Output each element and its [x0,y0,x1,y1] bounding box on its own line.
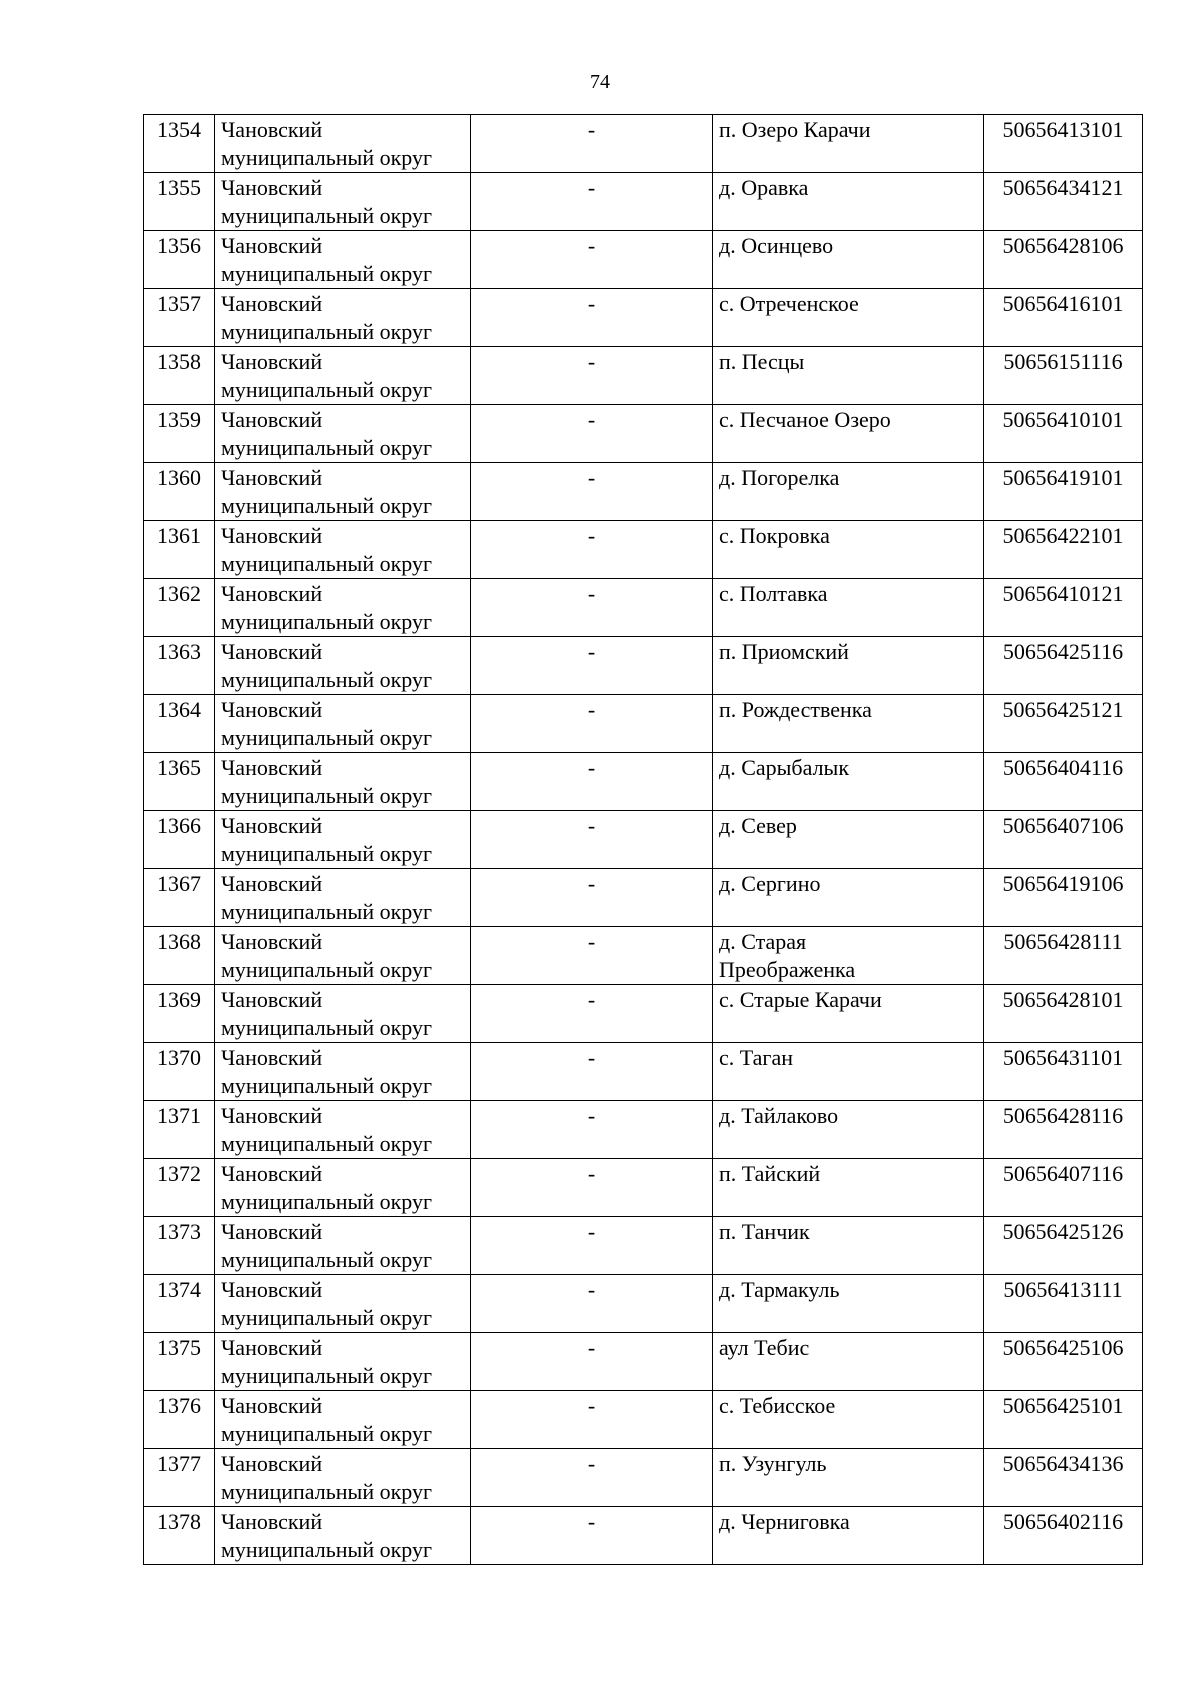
dash-cell: - [471,869,713,927]
oktmo-code: 50656428111 [984,927,1143,985]
settlement-name: с. Отреченское [713,289,984,347]
table-row [144,1507,1143,1565]
district-name: Чановский [221,755,323,780]
table-row [144,173,1143,231]
row-number: 1358 [144,347,215,405]
table-row [144,869,1143,927]
table-row [144,1101,1143,1159]
row-number: 1375 [144,1333,215,1391]
dash-cell: - [471,1333,713,1391]
dash-cell: - [471,811,713,869]
district-type: муниципальный округ [221,1131,433,1156]
oktmo-code: 50656413101 [984,115,1143,173]
page-number: 74 [590,71,610,93]
district-name: Чановский [221,1509,323,1534]
row-number: 1363 [144,637,215,695]
district-type: муниципальный округ [221,667,433,692]
settlement-name: с. Тебисское [713,1391,984,1449]
district-type: муниципальный округ [221,1305,433,1330]
dash-cell: - [471,521,713,579]
dash-cell: - [471,1043,713,1101]
settlement-name: д. Сергино [713,869,984,927]
settlement-name: с. Песчаное Озеро [713,405,984,463]
table-row [144,1275,1143,1333]
row-number: 1354 [144,115,215,173]
table-row [144,289,1143,347]
district-name: Чановский [221,175,323,200]
table-row [144,347,1143,405]
settlement-name: п. Узунгуль [713,1449,984,1507]
settlement-name: д. Черниговка [713,1507,984,1565]
settlement-name: д. Осинцево [713,231,984,289]
district-cell [215,463,471,521]
oktmo-code: 50656419101 [984,463,1143,521]
district-type: муниципальный округ [221,957,433,982]
district-name: Чановский [221,639,323,664]
district-cell [215,637,471,695]
district-type: муниципальный округ [221,899,433,924]
district-name: Чановский [221,1451,323,1476]
oktmo-code: 50656419106 [984,869,1143,927]
table-body [144,115,1143,1565]
district-type: муниципальный округ [221,1537,433,1562]
district-name: Чановский [221,581,323,606]
dash-cell: - [471,637,713,695]
district-type: муниципальный округ [221,203,433,228]
dash-cell: - [471,695,713,753]
district-name: Чановский [221,349,323,374]
settlement-name-line-1: д. Старая [719,929,807,954]
district-name: Чановский [221,697,323,722]
table-row [144,637,1143,695]
district-type: муниципальный округ [221,1363,433,1388]
settlement-name: п. Песцы [713,347,984,405]
district-name: Чановский [221,1219,323,1244]
oktmo-code: 50656410101 [984,405,1143,463]
row-number: 1373 [144,1217,215,1275]
oktmo-code: 50656428101 [984,985,1143,1043]
table-row [144,405,1143,463]
district-cell [215,811,471,869]
row-number: 1364 [144,695,215,753]
district-type: муниципальный округ [221,435,433,460]
row-number: 1360 [144,463,215,521]
district-name: Чановский [221,987,323,1012]
district-cell [215,1449,471,1507]
district-type: муниципальный округ [221,1189,433,1214]
dash-cell: - [471,1391,713,1449]
district-type: муниципальный округ [221,377,433,402]
settlement-name-line-2: Преображенка [719,957,856,982]
oktmo-code: 50656425101 [984,1391,1143,1449]
dash-cell: - [471,1507,713,1565]
row-number: 1362 [144,579,215,637]
dash-cell: - [471,115,713,173]
row-number: 1370 [144,1043,215,1101]
table-row [144,927,1143,985]
row-number: 1361 [144,521,215,579]
table-row [144,695,1143,753]
settlements-table [143,114,1143,1565]
settlement-name: п. Танчик [713,1217,984,1275]
settlement-name: п. Озеро Карачи [713,115,984,173]
row-number: 1376 [144,1391,215,1449]
settlement-name: аул Тебис [713,1333,984,1391]
district-type: муниципальный округ [221,261,433,286]
district-cell [215,753,471,811]
table-row [144,1449,1143,1507]
settlement-name: д. Оравка [713,173,984,231]
table-row [144,985,1143,1043]
district-cell [215,405,471,463]
oktmo-code: 50656407116 [984,1159,1143,1217]
district-name: Чановский [221,291,323,316]
oktmo-code: 50656428106 [984,231,1143,289]
table-row [144,463,1143,521]
dash-cell: - [471,753,713,811]
oktmo-code: 50656428116 [984,1101,1143,1159]
district-name: Чановский [221,813,323,838]
district-cell [215,1507,471,1565]
oktmo-code: 50656425106 [984,1333,1143,1391]
settlement-name: п. Тайский [713,1159,984,1217]
district-name: Чановский [221,117,323,142]
dash-cell: - [471,1101,713,1159]
dash-cell: - [471,289,713,347]
table-row [144,1391,1143,1449]
oktmo-code: 50656407106 [984,811,1143,869]
settlement-name: п. Рождественка [713,695,984,753]
district-name: Чановский [221,1277,323,1302]
oktmo-code: 50656434136 [984,1449,1143,1507]
oktmo-code: 50656431101 [984,1043,1143,1101]
dash-cell: - [471,231,713,289]
table-row [144,1333,1143,1391]
settlement-name: с. Старые Карачи [713,985,984,1043]
district-cell [215,347,471,405]
district-cell [215,695,471,753]
dash-cell: - [471,405,713,463]
district-name: Чановский [221,1103,323,1128]
table-row [144,1043,1143,1101]
district-type: муниципальный округ [221,841,433,866]
table-row [144,753,1143,811]
dash-cell: - [471,463,713,521]
district-type: муниципальный округ [221,1247,433,1272]
table-row [144,1159,1143,1217]
district-cell [215,927,471,985]
district-cell [215,1333,471,1391]
district-name: Чановский [221,465,323,490]
table-row [144,811,1143,869]
settlement-name: д. Тайлаково [713,1101,984,1159]
district-cell [215,173,471,231]
district-cell [215,1217,471,1275]
row-number: 1367 [144,869,215,927]
district-cell [215,231,471,289]
district-cell [215,869,471,927]
district-type: муниципальный округ [221,1015,433,1040]
row-number: 1372 [144,1159,215,1217]
settlement-name: с. Таган [713,1043,984,1101]
oktmo-code: 50656413111 [984,1275,1143,1333]
row-number: 1371 [144,1101,215,1159]
district-type: муниципальный округ [221,145,433,170]
oktmo-code: 50656422101 [984,521,1143,579]
row-number: 1374 [144,1275,215,1333]
settlement-name: д. Сарыбалык [713,753,984,811]
district-name: Чановский [221,929,323,954]
district-type: муниципальный округ [221,1479,433,1504]
district-cell [215,289,471,347]
dash-cell: - [471,579,713,637]
oktmo-code: 50656425126 [984,1217,1143,1275]
row-number: 1366 [144,811,215,869]
oktmo-code: 50656151116 [984,347,1143,405]
settlement-name: д. Погорелка [713,463,984,521]
settlement-name-cell [713,927,984,985]
district-name: Чановский [221,871,323,896]
dash-cell: - [471,1275,713,1333]
district-cell [215,1101,471,1159]
settlement-name: с. Покровка [713,521,984,579]
oktmo-code: 50656416101 [984,289,1143,347]
dash-cell: - [471,927,713,985]
district-name: Чановский [221,1161,323,1186]
row-number: 1369 [144,985,215,1043]
row-number: 1355 [144,173,215,231]
district-type: муниципальный округ [221,493,433,518]
settlement-name: п. Приомский [713,637,984,695]
table-row [144,115,1143,173]
oktmo-code: 50656402116 [984,1507,1143,1565]
district-cell [215,579,471,637]
table-row [144,1217,1143,1275]
row-number: 1368 [144,927,215,985]
district-type: муниципальный округ [221,1421,433,1446]
district-cell [215,985,471,1043]
dash-cell: - [471,1217,713,1275]
district-type: муниципальный округ [221,551,433,576]
row-number: 1377 [144,1449,215,1507]
district-cell [215,115,471,173]
district-cell [215,1391,471,1449]
row-number: 1359 [144,405,215,463]
oktmo-code: 50656404116 [984,753,1143,811]
row-number: 1356 [144,231,215,289]
district-cell [215,1159,471,1217]
district-type: муниципальный округ [221,725,433,750]
table-row [144,579,1143,637]
district-name: Чановский [221,407,323,432]
row-number: 1357 [144,289,215,347]
table-row [144,231,1143,289]
district-cell [215,1043,471,1101]
settlement-name: д. Тармакуль [713,1275,984,1333]
row-number: 1378 [144,1507,215,1565]
settlement-name: с. Полтавка [713,579,984,637]
dash-cell: - [471,173,713,231]
table-row [144,521,1143,579]
oktmo-code: 50656410121 [984,579,1143,637]
district-type: муниципальный округ [221,1073,433,1098]
district-name: Чановский [221,233,323,258]
dash-cell: - [471,985,713,1043]
district-cell [215,1275,471,1333]
district-type: муниципальный округ [221,783,433,808]
row-number: 1365 [144,753,215,811]
district-cell [215,521,471,579]
district-type: муниципальный округ [221,319,433,344]
dash-cell: - [471,347,713,405]
dash-cell: - [471,1449,713,1507]
settlement-name: д. Север [713,811,984,869]
dash-cell: - [471,1159,713,1217]
district-name: Чановский [221,1335,323,1360]
district-name: Чановский [221,1045,323,1070]
oktmo-code: 50656425116 [984,637,1143,695]
district-name: Чановский [221,523,323,548]
district-type: муниципальный округ [221,609,433,634]
oktmo-code: 50656425121 [984,695,1143,753]
district-name: Чановский [221,1393,323,1418]
oktmo-code: 50656434121 [984,173,1143,231]
